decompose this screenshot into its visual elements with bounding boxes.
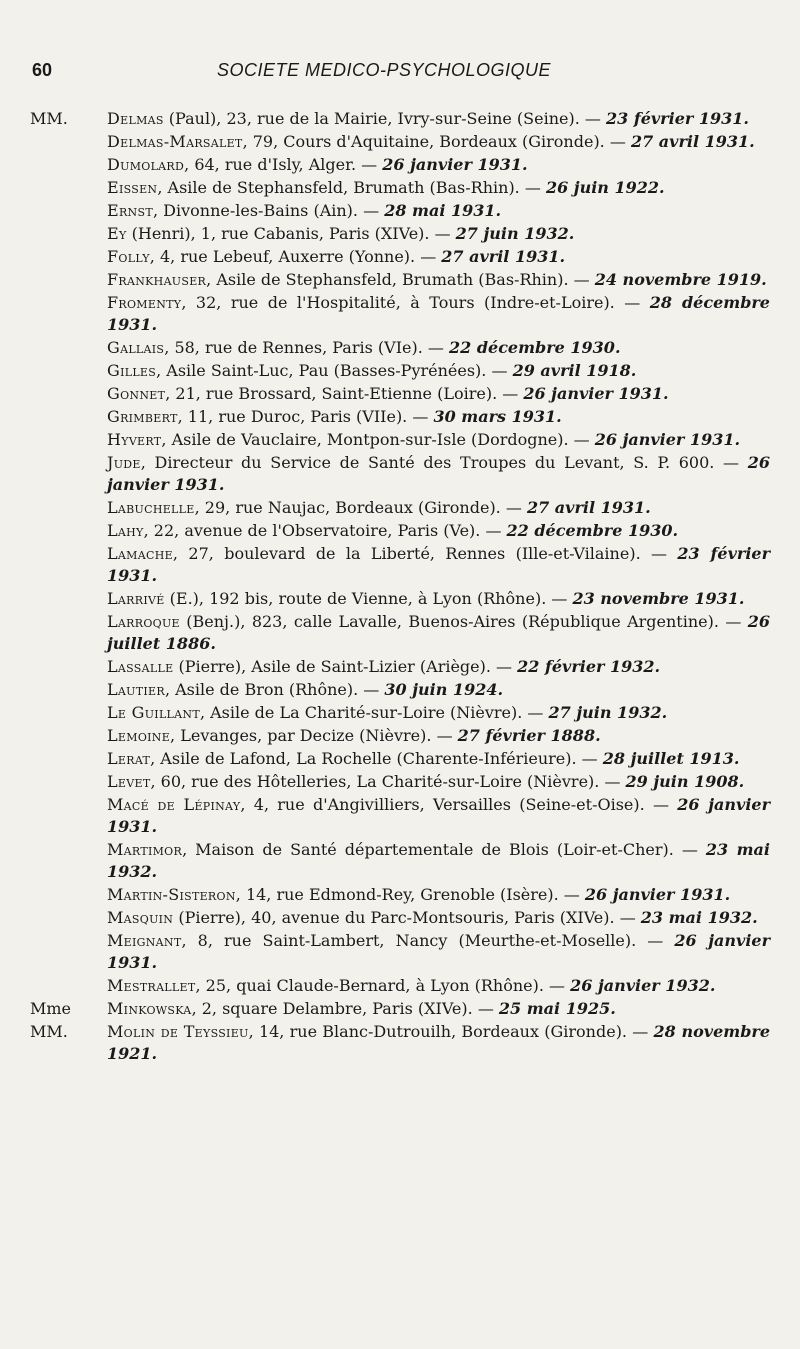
member-name: Frankhauser xyxy=(107,270,207,289)
member-address: (Paul), 23, rue de la Mairie, Ivry-sur-Seine (Seine). — xyxy=(163,109,606,128)
list-item xyxy=(30,429,770,451)
member-date: 27 avril 1931. xyxy=(441,247,566,266)
member-date: 26 janvier 1932. xyxy=(570,976,716,995)
member-address: , Asile de Bron (Rhône). — xyxy=(164,680,385,699)
entry-prefix: MM. xyxy=(30,109,68,128)
member-address: , 58, rue de Rennes, Paris (VIe). — xyxy=(164,338,449,357)
member-address: , 60, rue des Hôtelleries, La Charité-sur-Loire (Nièvre). — xyxy=(150,772,626,791)
member-date: 23 mai 1932. xyxy=(640,908,758,927)
member-address: (Henri), 1, rue Cabanis, Paris (XIVe). — xyxy=(126,224,456,243)
member-date: 26 juillet 1886. xyxy=(107,612,770,653)
page-number: 60 xyxy=(32,60,53,80)
member-date: 26 janvier 1931. xyxy=(584,885,731,904)
member-date: 23 février 1931. xyxy=(107,544,771,585)
member-name: Hyvert xyxy=(107,430,162,449)
member-address: , 2, square Delambre, Paris (XIVe). — xyxy=(191,999,499,1018)
member-name: Grimbert xyxy=(107,407,178,426)
member-address: , 79, Cours d'Aquitaine, Bordeaux (Gironde). — xyxy=(242,132,631,151)
member-name: Eissen xyxy=(107,178,158,197)
member-address: , 14, rue Edmond-Rey, Grenoble (Isère). — xyxy=(235,885,585,904)
list-item xyxy=(30,771,770,793)
list-item xyxy=(30,839,770,883)
member-name: Mestrallet xyxy=(107,976,196,995)
member-address: , Maison de Santé départementale de Blois (Loir-et-Cher). — xyxy=(182,840,706,859)
member-address: , Asile de Lafond, La Rochelle (Charente-Inférieure). — xyxy=(150,749,603,768)
list-item xyxy=(30,702,770,724)
member-address: , 25, quai Claude-Bernard, à Lyon (Rhône). — xyxy=(195,976,571,995)
member-date: 22 décembre 1930. xyxy=(506,521,679,540)
member-address: , 4, rue d'Angivilliers, Versailles (Seine-et-Oise). — xyxy=(240,795,678,814)
member-name: Lassalle xyxy=(107,657,174,676)
list-item xyxy=(30,406,770,428)
list-item xyxy=(30,748,770,770)
list-item xyxy=(30,930,770,974)
list-item xyxy=(30,611,770,655)
member-name: Masquin xyxy=(107,908,174,927)
member-date: 26 janvier 1931. xyxy=(107,453,770,494)
list-item xyxy=(30,131,770,153)
member-date: 22 février 1932. xyxy=(517,657,661,676)
member-name: Delmas xyxy=(107,109,164,128)
member-date: 26 janvier 1931. xyxy=(382,155,528,174)
member-name: Levet xyxy=(107,772,151,791)
entry-prefix: MM. xyxy=(30,1022,68,1041)
member-name: Gallais xyxy=(107,338,165,357)
member-address: , 32, rue de l'Hospitalité, à Tours (Indre-et-Loire). — xyxy=(181,293,650,312)
member-date: 24 novembre 1919. xyxy=(594,270,767,289)
member-address: (E.), 192 bis, route de Vienne, à Lyon (Rhône). — xyxy=(164,589,573,608)
member-name: Meignant xyxy=(107,931,182,950)
member-name: Larrivé xyxy=(107,589,165,608)
member-date: 26 janvier 1931. xyxy=(594,430,741,449)
member-name: Delmas-Marsalet xyxy=(107,132,243,151)
member-name: Lautier xyxy=(107,680,165,699)
member-name: Dumolard xyxy=(107,155,185,174)
list-item xyxy=(30,679,770,701)
member-date: 27 juin 1932. xyxy=(455,224,575,243)
member-date: 27 juin 1932. xyxy=(548,703,668,722)
member-address: , 14, rue Blanc-Dutrouilh, Bordeaux (Gironde). — xyxy=(248,1022,654,1041)
member-date: 29 juin 1908. xyxy=(625,772,745,791)
member-address: , 22, avenue de l'Observatoire, Paris (Ve). — xyxy=(143,521,507,540)
member-name: Martimor xyxy=(107,840,183,859)
member-name: Martin-Sisteron xyxy=(107,885,236,904)
list-item xyxy=(30,588,770,610)
member-address: , 4, rue Lebeuf, Auxerre (Yonne). — xyxy=(149,247,442,266)
list-item xyxy=(30,108,770,130)
member-name: Fromenty xyxy=(107,293,182,312)
member-address: , 27, boulevard de la Liberté, Rennes (Ille-et-Vilaine). — xyxy=(172,544,678,563)
member-address: (Pierre), 40, avenue du Parc-Montsouris, Paris (XIVe). — xyxy=(173,908,641,927)
member-date: 30 mars 1931. xyxy=(433,407,562,426)
member-list xyxy=(30,108,770,1066)
list-item xyxy=(30,543,770,587)
running-title: SOCIETE MEDICO-PSYCHOLOGIQUE xyxy=(217,60,552,80)
list-item xyxy=(30,725,770,747)
list-item xyxy=(30,520,770,542)
list-item xyxy=(30,497,770,519)
member-address: , 29, rue Naujac, Bordeaux (Gironde). — xyxy=(194,498,527,517)
list-item xyxy=(30,975,770,997)
member-date: 23 mai 1932. xyxy=(107,840,771,881)
member-date: 29 avril 1918. xyxy=(512,361,637,380)
member-date: 28 juillet 1913. xyxy=(602,749,740,768)
member-name: Jude xyxy=(107,453,141,472)
member-name: Gilles xyxy=(107,361,157,380)
member-date: 28 mai 1931. xyxy=(384,201,502,220)
member-name: Lemoine xyxy=(107,726,171,745)
member-name: Lahy xyxy=(107,521,144,540)
member-date: 22 décembre 1930. xyxy=(448,338,621,357)
member-address: , Directeur du Service de Santé des Troupes du Levant, S. P. 600. — xyxy=(140,453,748,472)
list-item xyxy=(30,246,770,268)
member-address: , 21, rue Brossard, Saint-Etienne (Loire). — xyxy=(165,384,524,403)
member-address: , 11, rue Duroc, Paris (VIIe). — xyxy=(177,407,434,426)
list-item xyxy=(30,154,770,176)
list-item xyxy=(30,998,770,1020)
member-address: , Levanges, par Decize (Nièvre). — xyxy=(170,726,458,745)
member-address: , Asile Saint-Luc, Pau (Basses-Pyrénées). — xyxy=(156,361,513,380)
member-address: (Pierre), Asile de Saint-Lizier (Ariège). — xyxy=(173,657,518,676)
list-item xyxy=(30,794,770,838)
page-header xyxy=(32,60,772,90)
member-date: 23 novembre 1931. xyxy=(572,589,745,608)
member-name: Ernst xyxy=(107,201,153,220)
member-date: 26 juin 1922. xyxy=(545,178,665,197)
member-address: , Asile de Stephansfeld, Brumath (Bas-Rhin). — xyxy=(157,178,546,197)
member-date: 27 avril 1931. xyxy=(526,498,651,517)
member-name: Molin de Teyssieu xyxy=(107,1022,249,1041)
member-address: , Divonne-les-Bains (Ain). — xyxy=(152,201,385,220)
list-item xyxy=(30,177,770,199)
member-address: , 64, rue d'Isly, Alger. — xyxy=(184,155,383,174)
member-name: Macé de Lépinay xyxy=(107,795,241,814)
member-name: Larroque xyxy=(107,612,180,631)
list-item xyxy=(30,292,770,336)
member-date: 28 décembre 1931. xyxy=(107,293,770,334)
member-date: 27 février 1888. xyxy=(457,726,601,745)
member-date: 30 juin 1924. xyxy=(384,680,504,699)
member-name: Folly xyxy=(107,247,150,266)
list-item xyxy=(30,337,770,359)
member-date: 23 février 1931. xyxy=(605,109,749,128)
list-item xyxy=(30,223,770,245)
list-item xyxy=(30,907,770,929)
member-address: (Benj.), 823, calle Lavalle, Buenos-Aires (République Argentine). — xyxy=(179,612,748,631)
member-date: 26 janvier 1931. xyxy=(107,795,771,836)
list-item xyxy=(30,200,770,222)
member-name: Lerat xyxy=(107,749,151,768)
member-address: , Asile de Stephansfeld, Brumath (Bas-Rhin). — xyxy=(206,270,595,289)
member-date: 26 janvier 1931. xyxy=(107,931,771,972)
member-name: Lamache xyxy=(107,544,173,563)
member-date: 26 janvier 1931. xyxy=(523,384,669,403)
member-date: 27 avril 1931. xyxy=(630,132,755,151)
member-date: 28 novembre 1921. xyxy=(107,1022,770,1063)
member-name: Gonnet xyxy=(107,384,166,403)
member-name: Minkowska xyxy=(107,999,192,1018)
member-address: , Asile de La Charité-sur-Loire (Nièvre). — xyxy=(199,703,549,722)
member-address: , Asile de Vauclaire, Montpon-sur-Isle (Dordogne). — xyxy=(161,430,595,449)
member-name: Labuchelle xyxy=(107,498,195,517)
entry-prefix: Mme xyxy=(30,999,72,1018)
list-item xyxy=(30,884,770,906)
list-item xyxy=(30,1021,770,1065)
member-date: 25 mai 1925. xyxy=(498,999,616,1018)
member-name: Le Guillant xyxy=(107,703,200,722)
list-item xyxy=(30,452,770,496)
list-item xyxy=(30,269,770,291)
member-address: , 8, rue Saint-Lambert, Nancy (Meurthe-et-Moselle). — xyxy=(181,931,675,950)
member-name: Ey xyxy=(107,224,127,243)
list-item xyxy=(30,383,770,405)
list-item xyxy=(30,656,770,678)
list-item xyxy=(30,360,770,382)
